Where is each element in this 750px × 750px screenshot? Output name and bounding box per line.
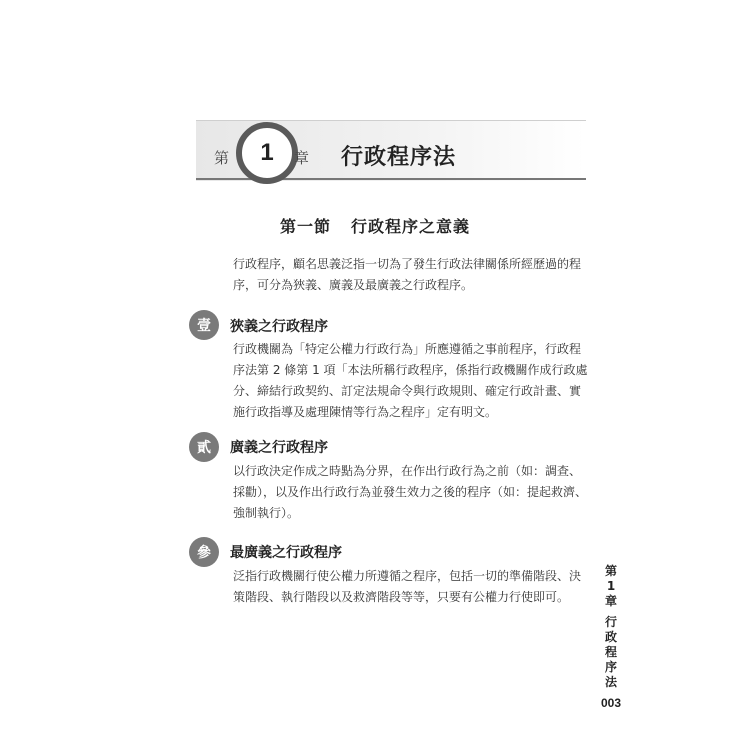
subsection-heading-3: 最廣義之行政程序 (230, 545, 342, 561)
chapter-number: 1 (260, 139, 274, 166)
subsection-heading-2: 廣義之行政程序 (230, 440, 328, 456)
page-number: 003 (601, 696, 622, 710)
section-heading: 行政程序之意義 (351, 217, 471, 236)
subsection-body-2: 以行政決定作成之時點為分界，在作出行政行為之前（如：調查、採勸），以及作出行政行為並發生效力之後的程序（如：提起救濟、強制執行）。 (233, 464, 588, 520)
subsection-body-3: 泛指行政機關行使公權力所遵循之程序，包括一切的準備階段、決策階段、執行階段以及救濟階段等等，只要有公權力行使即可。 (233, 569, 582, 604)
side-tab-title (603, 615, 619, 690)
side-tab-char: 法 (604, 675, 617, 689)
section-label: 第一節 (279, 217, 331, 236)
side-tab-chapter-label (603, 564, 619, 609)
section-title (0, 214, 750, 237)
chapter-suffix: 章 (294, 149, 310, 167)
side-tab-char: 第 (604, 564, 617, 578)
subsection-heading-1: 狹義之行政程序 (230, 319, 328, 335)
side-tab-char: 章 (604, 594, 617, 608)
intro-paragraph: 行政程序，顧名思義泛指一切為了發生行政法律關係所經歷過的程序，可分為狹義、廣義及最廣義之行政程序。 (233, 257, 582, 292)
subsection-badge-3: 參 (189, 537, 219, 567)
chapter-number-ring (236, 122, 298, 184)
side-tab-char: 政 (604, 630, 617, 644)
chapter-side-tab (603, 564, 619, 690)
subsection-badge-1: 壹 (189, 310, 219, 340)
subsection-badge-2: 貳 (189, 432, 219, 462)
subsection-body-1: 行政機關為「特定公權力行政行為」所應遵循之事前程序，行政程序法第 2 條第 1 項「本法所稱行政程序，係指行政機關作成行政處分、締結行政契約、訂定法規命令與行政規則、確定行政計畫、實施行政指導及處理陳情等行為之程序」定有明文。 (233, 342, 588, 419)
side-tab-char: 行 (604, 615, 617, 629)
chapter-prefix: 第 (214, 149, 230, 167)
side-tab-char: 1 (606, 579, 616, 593)
side-tab-char: 序 (604, 660, 617, 674)
side-tab-char: 程 (604, 645, 617, 659)
chapter-title: 行政程序法 (341, 145, 457, 170)
